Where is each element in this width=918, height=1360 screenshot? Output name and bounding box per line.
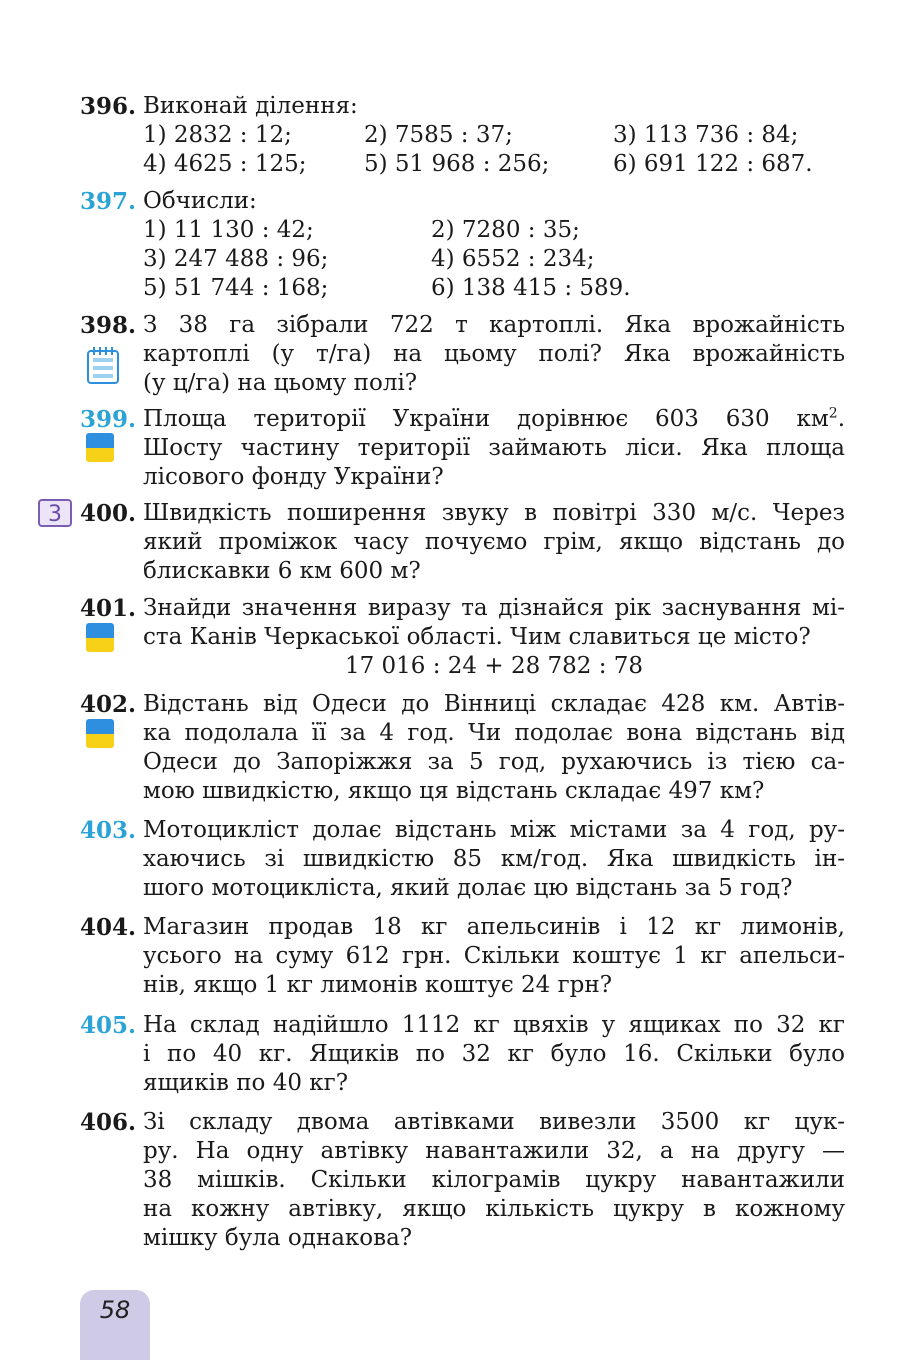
- problem-text-line: і по 40 кг. Ящиків по 32 кг було 16. Скільки було: [143, 1041, 845, 1067]
- problem-number: 397.: [80, 188, 137, 215]
- problem-text-line: який проміжок часу почуємо грім, якщо відстань до: [143, 529, 845, 555]
- problem-text-line: (у ц/га) на цьому полі?: [143, 370, 418, 396]
- exercise-item: 3) 247 488 : 96;: [143, 246, 329, 272]
- exercise-row: [143, 274, 845, 303]
- problem-text-line: нів, якщо 1 кг лимонів коштує 24 грн?: [143, 972, 613, 998]
- exercise-item: 2) 7280 : 35;: [431, 217, 580, 243]
- problem-text-line: 38 мішків. Скільки кілограмів цукру навантажили: [143, 1167, 845, 1193]
- exercise-row: [143, 216, 845, 245]
- notebook-icon: [86, 345, 122, 385]
- problem-number: 402.: [80, 691, 137, 718]
- problem-text-line: Одеси до Запоріжжя за 5 год, рухаючись із тією са-: [143, 749, 845, 775]
- problem-text-line: мою швидкістю, якщо ця відстань складає 497 км?: [143, 778, 765, 804]
- level-3-badge: 3: [38, 499, 72, 527]
- problem-text-line: Шосту частину території займають ліси. Яка площа: [143, 435, 845, 461]
- problem-text-line: Зі складу двома автівками вивезли 3500 кг цук-: [143, 1109, 845, 1135]
- problem-body: [143, 1108, 845, 1253]
- problem-text-line: Швидкість поширення звуку в повітрі 330 м/с. Через: [143, 500, 845, 526]
- page-number: 58: [99, 1296, 131, 1324]
- page-number-tab: [80, 1290, 150, 1360]
- problem-body: [143, 816, 845, 903]
- problem-text-line: картоплі (у т/га) на цьому полі? Яка врожайність: [143, 341, 845, 367]
- problem-number: 404.: [80, 914, 137, 941]
- problem-text-line: Мотоцикліст долає відстань між містами за 4 год, ру-: [143, 817, 845, 843]
- problem-text-line: блискавки 6 км 600 м?: [143, 558, 421, 584]
- exercise-item: 1) 2832 : 12;: [143, 122, 292, 148]
- exercise-item: 6) 138 415 : 589.: [431, 275, 631, 301]
- problem-text-line: мішку була однакова?: [143, 1225, 413, 1251]
- problem-body: [143, 1011, 845, 1098]
- problem-text-line: на кожну автівку, якщо кількість цукру в кожному: [143, 1196, 845, 1222]
- problem-text-line: ящиків по 40 кг?: [143, 1070, 349, 1096]
- problem-text-line: Обчисли:: [143, 188, 257, 214]
- problem-text-line: ка подолала її за 4 год. Чи подолає вона відстань від: [143, 720, 845, 746]
- problem-text-line: Площа території України дорівнює 603 630 $км^2$.: [143, 405, 845, 432]
- problem-text-line: З 38 га зібрали 722 т картоплі. Яка врожайність: [143, 312, 845, 338]
- ukraine-flag-icon: [86, 623, 114, 652]
- problem-body: [143, 311, 845, 398]
- problem-body: [143, 913, 845, 1000]
- problem-number: 406.: [80, 1109, 137, 1136]
- expression: 17 016 : 24 + 28 782 : 78: [344, 653, 644, 679]
- exercise-item: 4) 6552 : 234;: [431, 246, 595, 272]
- exercise-item: 3) 113 736 : 84;: [613, 122, 799, 148]
- problem-text-line: шого мотоцикліста, який долає цю відстань за 5 год?: [143, 875, 793, 901]
- problem-body: [143, 690, 845, 806]
- exercise-row: [143, 150, 845, 179]
- problem-text-line: Знайди значення виразу та дізнайся рік заснування мі-: [143, 595, 845, 621]
- problem-number: 403.: [80, 817, 137, 844]
- problem-text-line: усього на суму 612 грн. Скільки коштує 1 кг апельси-: [143, 943, 845, 969]
- problem-body: [143, 187, 845, 303]
- problem-number: 400.: [80, 500, 137, 527]
- exercise-item: 5) 51 744 : 168;: [143, 275, 329, 301]
- problem-text-line: лісового фонду України?: [143, 464, 444, 490]
- exercise-item: 6) 691 122 : 687.: [613, 151, 813, 177]
- problem-number: 396.: [80, 93, 137, 120]
- problem-text-line: На склад надійшло 1112 кг цвяхів у ящиках по 32 кг: [143, 1012, 845, 1038]
- problem-text-line: ста Канів Черкаської області. Чим славиться це місто?: [143, 624, 811, 650]
- problem-number: 401.: [80, 595, 137, 622]
- exercise-row: [143, 245, 845, 274]
- problem-number: 399.: [80, 406, 137, 433]
- problem-text-line: Виконай ділення:: [143, 93, 358, 119]
- exercise-item: 2) 7585 : 37;: [364, 122, 513, 148]
- problem-number: 405.: [80, 1012, 137, 1039]
- problem-text-line: Магазин продав 18 кг апельсинів і 12 кг лимонів,: [143, 914, 845, 940]
- exercise-row: [143, 121, 845, 150]
- problem-body: [143, 92, 845, 179]
- ukraine-flag-icon: [86, 433, 114, 462]
- exercise-item: 4) 4625 : 125;: [143, 151, 307, 177]
- exercise-item: 5) 51 968 : 256;: [364, 151, 550, 177]
- problem-number: 398.: [80, 312, 137, 339]
- problem-body: [143, 499, 845, 586]
- problem-text-line: хаючись зі швидкістю 85 км/год. Яка швидкість ін-: [143, 846, 845, 872]
- problem-text-line: ру. На одну автівку навантажили 32, а на другу —: [143, 1138, 845, 1164]
- problem-body: [143, 405, 845, 492]
- exercise-item: 1) 11 130 : 42;: [143, 217, 314, 243]
- problem-body: [143, 594, 845, 681]
- problem-text-line: Відстань від Одеси до Вінниці складає 428 км. Автів-: [143, 691, 845, 717]
- ukraine-flag-icon: [86, 719, 114, 748]
